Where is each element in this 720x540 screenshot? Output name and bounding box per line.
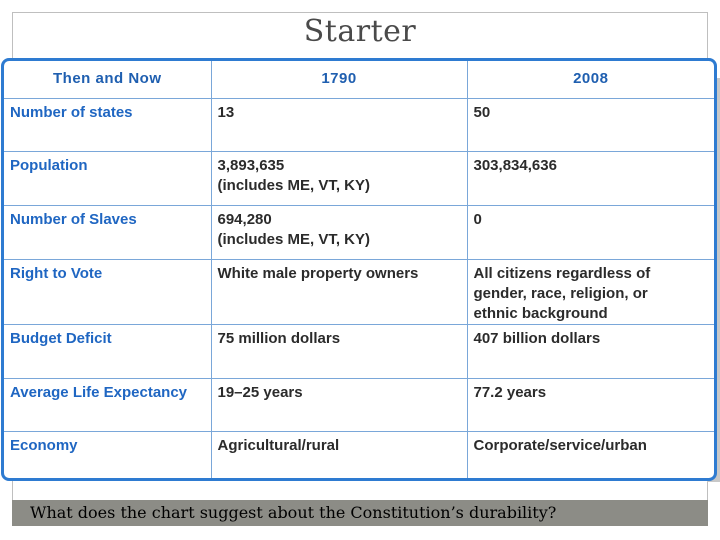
cell-2008 <box>467 378 714 431</box>
cell-line: 694,280 <box>217 210 272 228</box>
cell-line: All citizens regardless of <box>473 264 651 282</box>
cell-line: 50 <box>473 103 491 121</box>
cell-1790 <box>211 151 467 205</box>
table-row <box>4 98 714 151</box>
table-row <box>4 259 714 324</box>
table-header-row <box>4 61 714 98</box>
cell-line: 77.2 years <box>473 383 547 401</box>
header-1790: 1790 <box>211 61 467 98</box>
cell-line: (includes ME, VT, KY) <box>217 176 371 194</box>
cell-line: 303,834,636 <box>473 156 557 174</box>
table-row <box>4 205 714 259</box>
cell-line: gender, race, religion, or <box>473 284 648 302</box>
cell-1790 <box>211 259 467 324</box>
cell-line: Corporate/service/urban <box>473 436 647 454</box>
cell-2008 <box>467 151 714 205</box>
row-label: Budget Deficit <box>4 324 211 378</box>
discussion-question: What does the chart suggest about the Constitution’s durability? <box>30 503 557 522</box>
row-label: Number of Slaves <box>4 205 211 259</box>
cell-1790 <box>211 378 467 431</box>
cell-line: (includes ME, VT, KY) <box>217 230 371 248</box>
cell-1790 <box>211 205 467 259</box>
comparison-table <box>4 61 714 478</box>
row-label: Right to Vote <box>4 259 211 324</box>
cell-line: 407 billion dollars <box>473 329 601 347</box>
cell-line: White male property owners <box>217 264 419 282</box>
row-label: Number of states <box>4 98 211 151</box>
cell-line: Agricultural/rural <box>217 436 340 454</box>
cell-1790 <box>211 431 467 478</box>
cell-line: ethnic background <box>473 304 608 322</box>
row-label: Economy <box>4 431 211 478</box>
row-label: Average Life Expectancy <box>4 378 211 431</box>
header-then-and-now: Then and Now <box>4 61 211 98</box>
cell-line: 3,893,635 <box>217 156 285 174</box>
cell-2008 <box>467 324 714 378</box>
row-label: Population <box>4 151 211 205</box>
cell-2008 <box>467 259 714 324</box>
cell-1790 <box>211 324 467 378</box>
cell-2008 <box>467 98 714 151</box>
cell-2008 <box>467 431 714 478</box>
cell-1790 <box>211 98 467 151</box>
cell-line: 13 <box>217 103 235 121</box>
table-row <box>4 431 714 478</box>
table-row <box>4 378 714 431</box>
slide-title: Starter <box>303 14 417 49</box>
comparison-table-card <box>1 58 717 481</box>
cell-2008 <box>467 205 714 259</box>
table-row <box>4 324 714 378</box>
cell-line: 75 million dollars <box>217 329 341 347</box>
header-2008: 2008 <box>467 61 714 98</box>
table-row <box>4 151 714 205</box>
cell-line: 19–25 years <box>217 383 303 401</box>
cell-line: 0 <box>473 210 482 228</box>
